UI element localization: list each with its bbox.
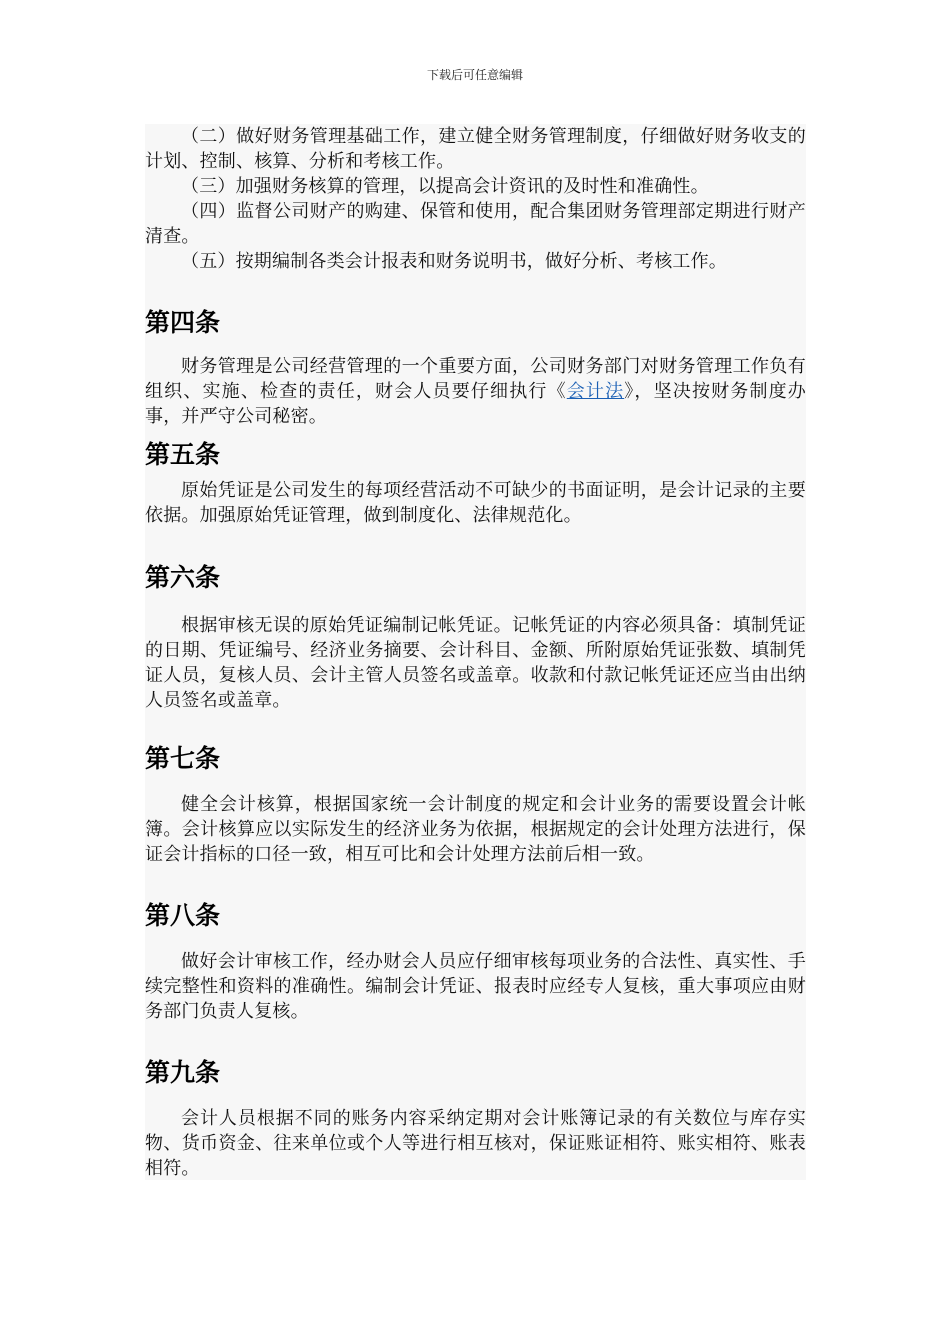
article-7	[145, 743, 806, 867]
article-5	[145, 439, 806, 528]
article-8	[145, 900, 806, 1024]
document-body	[145, 124, 806, 1180]
article-text: 健全会计核算，根据国家统一会计制度的规定和会计业务的需要设置会计帐簿。会计核算应以实际发生的经济业务为依据，根据规定的会计处理方法进行，保证会计指标的口径一致，相互可比和会计处理方法前后相一致。	[145, 794, 806, 865]
article-title: 第七条	[145, 744, 221, 773]
article-9	[145, 1057, 806, 1181]
article-title: 第五条	[145, 440, 221, 469]
article-title: 第九条	[145, 1058, 221, 1087]
article-title: 第六条	[145, 563, 221, 592]
intro-item: （四）监督公司财产的购建、保管和使用，配合集团财务管理部定期进行财产清查。	[145, 201, 806, 247]
article-title: 第四条	[145, 308, 221, 337]
article-text: 会计人员根据不同的账务内容采纳定期对会计账簿记录的有关数位与库存实物、货币资金、往来单位或个人等进行相互核对，保证账证相符、账实相符、账表相符。	[145, 1108, 806, 1179]
article-text: 原始凭证是公司发生的每项经营活动不可缺少的书面证明，是会计记录的主要依据。加强原始凭证管理，做到制度化、法律规范化。	[145, 480, 806, 526]
article-6	[145, 562, 806, 713]
article-4	[145, 307, 806, 429]
intro-item: （五）按期编制各类会计报表和财务说明书，做好分析、考核工作。	[181, 251, 727, 272]
article-text: 做好会计审核工作，经办财会人员应仔细审核每项业务的合法性、真实性、手续完整性和资料的准确性。编制会计凭证、报表时应经专人复核，重大事项应由财务部门负责人复核。	[145, 951, 806, 1022]
article-title: 第八条	[145, 901, 221, 930]
article-text	[145, 354, 806, 429]
intro-item: （三）加强财务核算的管理，以提高会计资讯的及时性和准确性。	[181, 176, 709, 197]
article-text-after: 》，坚决按财务制度办事，并严守公司秘密。	[145, 381, 806, 427]
intro-item: （二）做好财务管理基础工作，建立健全财务管理制度，仔细做好财务收支的计划、控制、核算、分析和考核工作。	[145, 126, 806, 172]
article-text: 根据审核无误的原始凭证编制记帐凭证。记帐凭证的内容必须具备：填制凭证的日期、凭证编号、经济业务摘要、会计科目、金额、所附原始凭证张数、填制凭证人员，复核人员、会计主管人员签名或盖章。收款和付款记帐凭证还应当由出纳人员签名或盖章。	[145, 615, 806, 711]
page-header: 下载后可任意编辑	[426, 68, 523, 82]
article-text-before: 财务管理是公司经营管理的一个重要方面，公司财务部门对财务管理工作负有组织、实施、检查的责任，财会人员要仔细执行《	[145, 356, 806, 402]
intro-list	[145, 124, 806, 274]
accounting-law-link[interactable]: 会计法	[566, 381, 625, 402]
